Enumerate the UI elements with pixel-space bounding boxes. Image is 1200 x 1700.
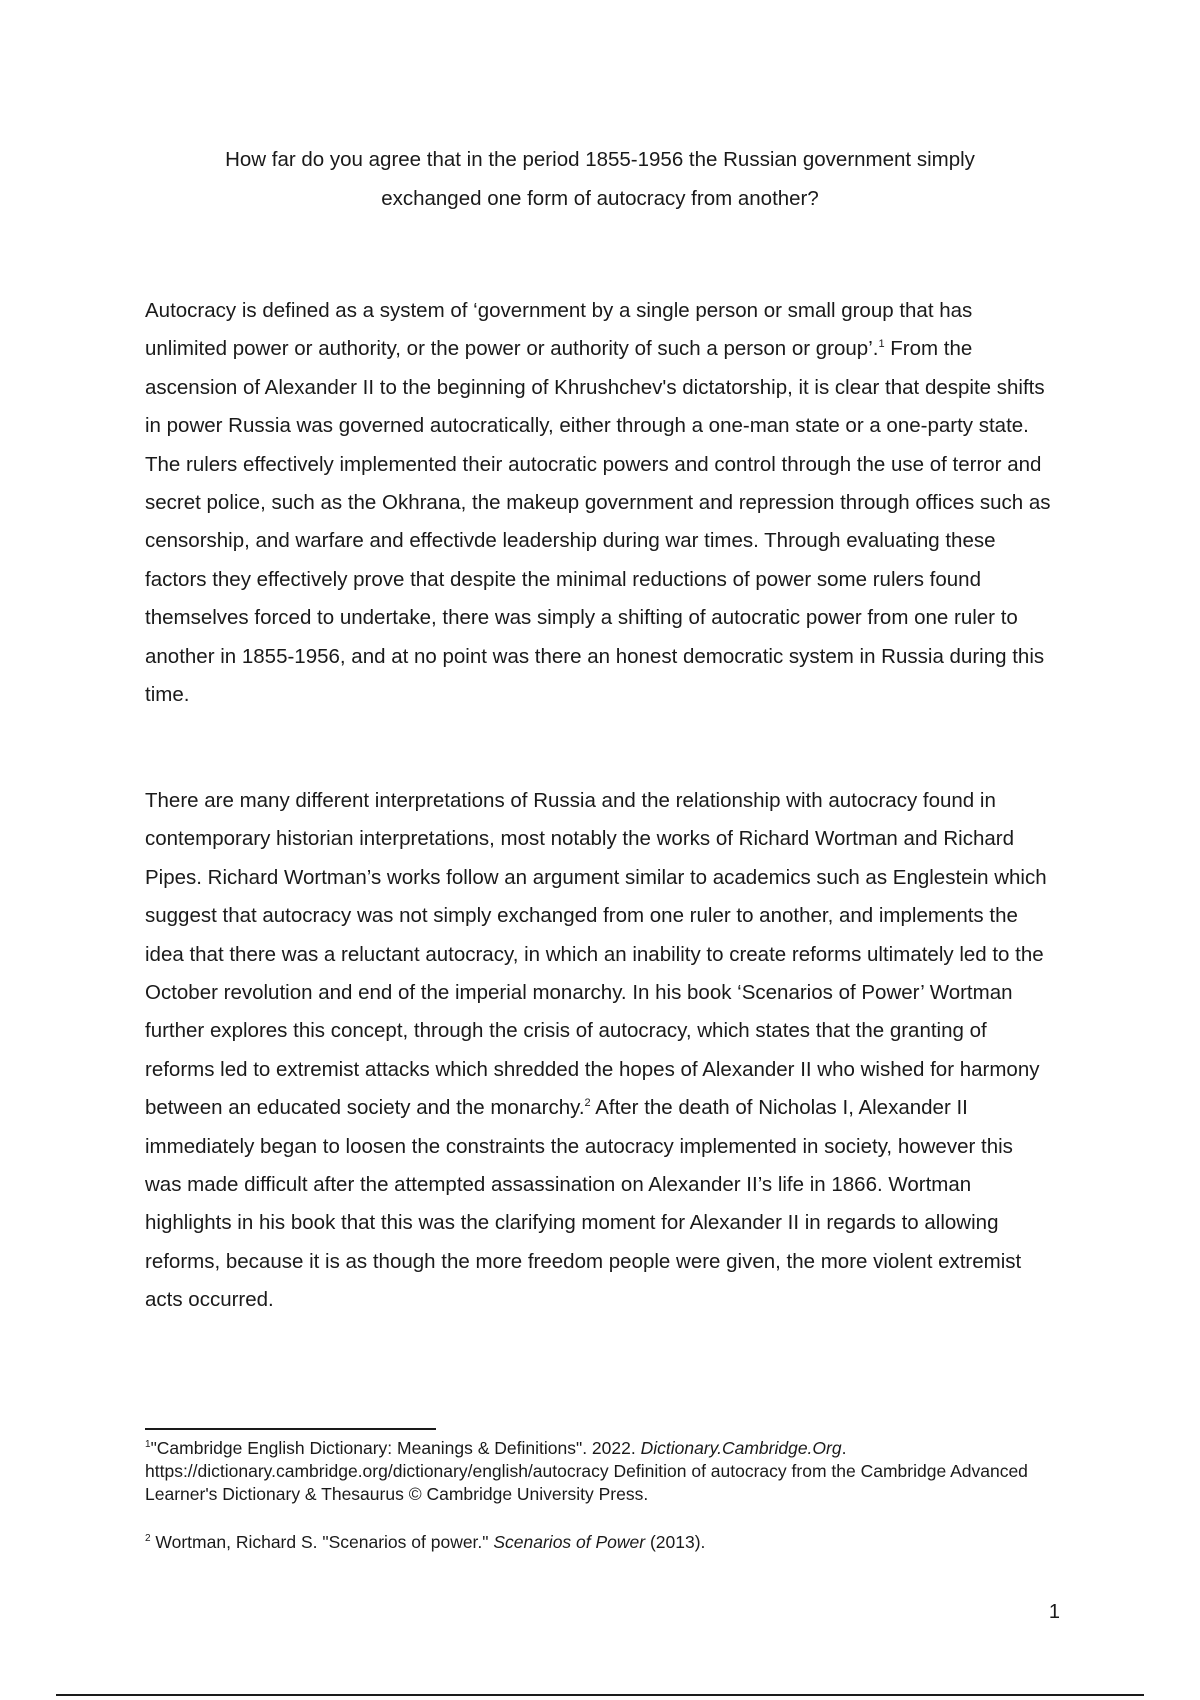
footnote-2-text-a: Wortman, Richard S. "Scenarios of power." — [150, 1532, 494, 1552]
footnote-2-number: 2 — [145, 1533, 151, 1545]
footnote-2 — [145, 1531, 1045, 1554]
footnote-1-source-italic: Dictionary.Cambridge.Org — [640, 1438, 842, 1458]
footnote-reference-2[interactable]: 2 — [584, 1097, 591, 1110]
footnote-1-number: 1 — [145, 1439, 151, 1451]
footnote-1-text-b: . https://dictionary.cambridge.org/dictionary/english/autocracy Definition of autocracy from the Cambridge Advanced Learner's Dictionary & Thesaurus © Cambridge University Press. — [145, 1438, 1028, 1504]
essay-title-line-2: exchanged one form of autocracy from another? — [381, 187, 819, 210]
footnote-separator — [145, 1428, 436, 1430]
body-paragraph-2 — [145, 782, 1055, 1320]
essay-title-line-1: How far do you agree that in the period 1855-1956 the Russian government simply — [225, 148, 975, 171]
footnote-reference-1[interactable]: 1 — [878, 338, 885, 351]
paragraph-1-text-a: Autocracy is defined as a system of ‘government by a single person or small group that has unlimited power or authority, or the power or authority of such a person or group’. — [145, 299, 973, 361]
paragraph-1-text-b: From the ascension of Alexander II to the beginning of Khrushchev's dictatorship, it is clear that despite shifts in power Russia was governed autocratically, either through a one-man state or a one-party state. The rulers effectively implemented their autocratic powers and control through the use of terror and secret police, such as the Okhrana, the makeup government and repression through offices such as censorship, and warfare and effectivde leadership during war times. Through evaluating these factors they effectively prove that despite the minimal reductions of power some rulers found themselves forced to undertake, there was simply a shifting of autocratic power from one ruler to another in 1855-1956, and at no point was there an honest democratic system in Russia during this time. — [145, 337, 1051, 707]
page-number: 1 — [1048, 1601, 1060, 1623]
footnote-1 — [145, 1437, 1045, 1506]
footnote-2-source-italic: Scenarios of Power — [493, 1532, 646, 1552]
footnote-1-text-a: "Cambridge English Dictionary: Meanings & Definitions". 2022. — [150, 1438, 641, 1458]
paragraph-2-text-b: After the death of Nicholas I, Alexander II immediately began to loosen the constraints the autocracy implemented in society, however this was made difficult after the attempted assassination on Alexander II’s life in 1866. Wortman highlights in his book that this was the clarifying moment for Alexander II in regards to allowing reforms, because it is as though the more freedom people were given, the more violent extremist acts occurred. — [145, 1096, 1022, 1312]
footnote-2-text-b: (2013). — [645, 1532, 706, 1552]
paragraph-2-text-a: There are many different interpretations of Russia and the relationship with autocracy found in contemporary historian interpretations, most notably the works of Richard Wortman and Richard Pipes. Richard Wortman’s works follow an argument similar to academics such as Englestein which suggest that autocracy was not simply exchanged from one ruler to another, and implements the idea that there was a reluctant autocracy, in which an inability to create reforms ultimately led to the October revolution and end of the imperial monarchy. In his book ‘Scenarios of Power’ Wortman further explores this concept, through the crisis of autocracy, which states that the granting of reforms led to extremist attacks which shredded the hopes of Alexander II who wished for harmony between an educated society and the monarchy. — [145, 789, 1047, 1120]
essay-title — [150, 140, 1050, 218]
body-paragraph-1 — [145, 292, 1055, 714]
page-bottom-border — [56, 1694, 1144, 1696]
